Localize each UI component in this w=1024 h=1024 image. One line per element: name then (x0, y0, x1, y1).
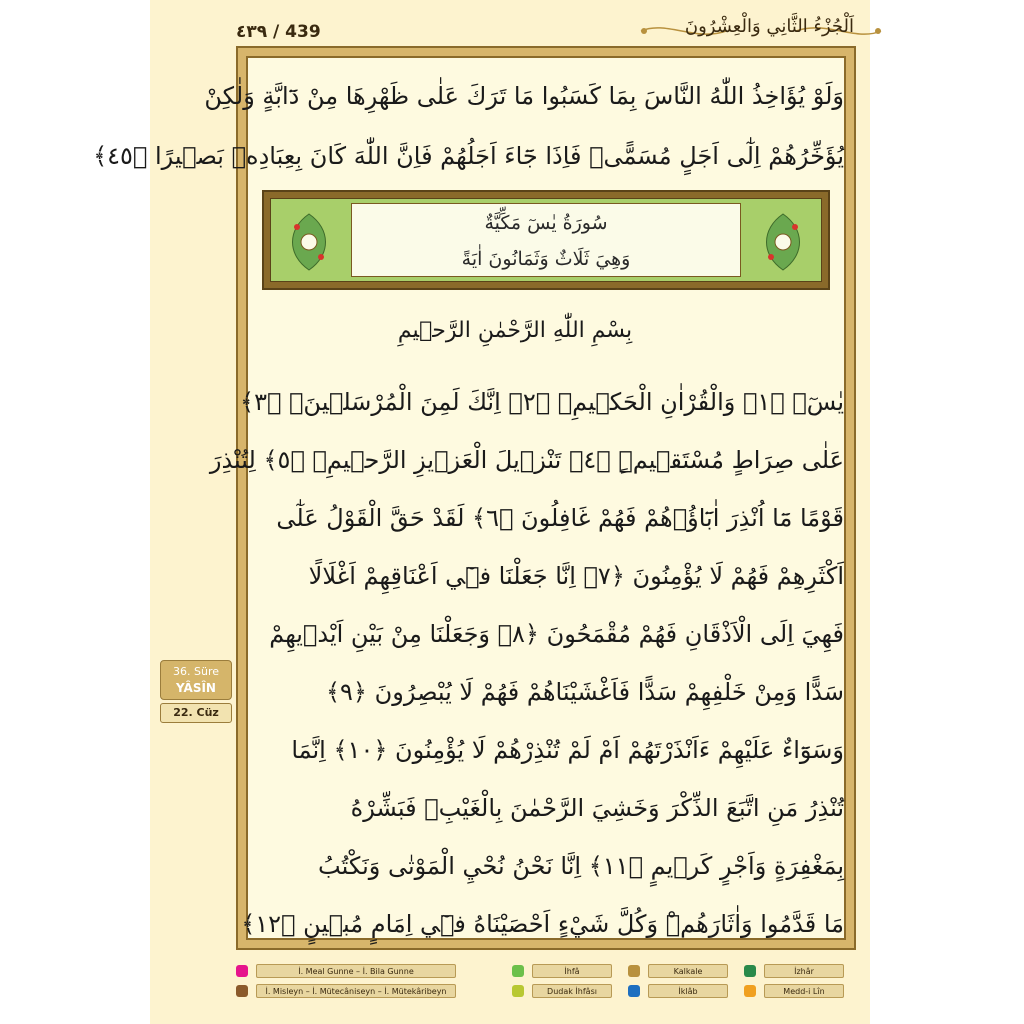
legend-swatch (744, 965, 756, 977)
legend-swatch (628, 965, 640, 977)
text-line: يٰسٓۚ ﴿١﴾ وَالْقُرْاٰنِ الْحَك۪يمِۙ ﴿٢﴾ اِنَّكَ لَمِنَ الْمُرْسَل۪ينَۙ ﴿٣﴾ (240, 388, 844, 416)
legend-label: İ. Misleyn – İ. Mütecâniseyn – İ. Mütekâribeyn (256, 984, 456, 998)
surah-tab[interactable] (160, 660, 232, 700)
text-line: قَوْمًا مَٓا اُنْذِرَ اٰبَٓاؤُ۬هُمْ فَهُمْ غَافِلُونَ ﴿٦﴾ لَقَدْ حَقَّ الْقَوْلُ عَلٰٓى (276, 504, 844, 532)
page-number: ٤٣٩ / 439 (236, 22, 321, 42)
floral-ornament-icon (751, 209, 815, 275)
surah-name: YÂSÎN (176, 681, 216, 695)
banner-text-panel (351, 203, 741, 277)
legend-swatch (236, 985, 248, 997)
surah-verse-count: وَهِيَ ثَلَاثٌ وَثَمَانُونَ اٰيَةً (461, 248, 631, 270)
text-line: اَكْثَرِهِمْ فَهُمْ لَا يُؤْمِنُونَ ﴿٧﴾ اِنَّا جَعَلْنَا ف۪ٓي اَعْنَاقِهِمْ اَغْلَالًا (308, 562, 844, 590)
text-line: تُنْذِرُ مَنِ اتَّبَعَ الذِّكْرَ وَخَشِيَ الرَّحْمٰنَ بِالْغَيْبِۚ فَبَشِّرْهُ (350, 794, 844, 822)
legend-label: Medd-i Lîn (764, 984, 844, 998)
banner-ornament (270, 198, 822, 282)
legend-swatch (512, 985, 524, 997)
side-navigation-tab[interactable] (160, 660, 232, 723)
text-line: وَلَوْ يُؤَاخِذُ اللّٰهُ النَّاسَ بِمَا كَسَبُوا مَا تَرَكَ عَلٰى ظَهْرِهَا مِنْ دَٓابَّةٍ وَلٰكِنْ (204, 82, 844, 110)
text-line: سَدًّا وَمِنْ خَلْفِهِمْ سَدًّا فَاَغْشَيْنَاهُمْ فَهُمْ لَا يُبْصِرُونَ ﴿٩﴾ (325, 678, 844, 706)
tajweed-legend (236, 960, 856, 1004)
legend-label: İhfâ (532, 964, 612, 978)
surah-number: 36. Süre (173, 665, 219, 678)
legend-label: Dudak İhfâsı (532, 984, 612, 998)
text-line: مَا قَدَّمُوا وَاٰثَارَهُمْۜ وَكُلَّ شَيْءٍ اَحْصَيْنَاهُ ف۪ٓي اِمَامٍ مُب۪ينٍ ﴿١٢﴾ (241, 910, 844, 938)
text-line: فَهِيَ اِلَى الْاَذْقَانِ فَهُمْ مُقْمَحُونَ ﴿٨﴾ وَجَعَلْنَا مِنْ بَيْنِ اَيْد۪يهِمْ (269, 620, 844, 648)
page-header (236, 14, 854, 48)
legend-label: İzhâr (764, 964, 844, 978)
legend-label: Kalkale (648, 964, 728, 978)
text-line: وَسَوَٓاءٌ عَلَيْهِمْ ءَاَنْذَرْتَهُمْ اَمْ لَمْ تُنْذِرْهُمْ لَا يُؤْمِنُونَ ﴿١٠﴾ اِنَّمَا (291, 736, 844, 764)
legend-swatch (628, 985, 640, 997)
legend-swatch (236, 965, 248, 977)
legend-label: İ. Meal Gunne – İ. Bila Gunne (256, 964, 456, 978)
juz-title: اَلْجُزْءُ الثَّانِي وَالْعِشْرُونَ (684, 16, 854, 37)
text-line: عَلٰى صِرَاطٍ مُسْتَق۪يمٍۜ ﴿٤﴾ تَنْز۪يلَ الْعَز۪يزِ الرَّح۪يمِۙ ﴿٥﴾ لِتُنْذِرَ (209, 446, 844, 474)
juz-tab[interactable]: 22. Cüz (160, 703, 232, 723)
floral-ornament-icon (277, 209, 341, 275)
surah-banner (262, 190, 830, 290)
basmala: بِسْمِ اللّٰهِ الرَّحْمٰنِ الرَّح۪يمِ (397, 318, 633, 343)
surah-title: سُورَةُ يٰسٓ مَكِّيَّةٌ (484, 212, 608, 234)
legend-label: İklâb (648, 984, 728, 998)
text-line: بِمَغْفِرَةٍ وَاَجْرٍ كَر۪يمٍ ﴿١١﴾ اِنَّا نَحْنُ نُحْيِ الْمَوْتٰى وَنَكْتُبُ (318, 852, 844, 880)
legend-swatch (512, 965, 524, 977)
text-line: يُؤَخِّرُهُمْ اِلٰٓى اَجَلٍ مُسَمًّىۚ فَاِذَا جَٓاءَ اَجَلُهُمْ فَاِنَّ اللّٰهَ كَانَ بِعِبَادِه۪ بَص۪يرًا ﴿٤٥﴾ (93, 142, 844, 170)
legend-swatch (744, 985, 756, 997)
